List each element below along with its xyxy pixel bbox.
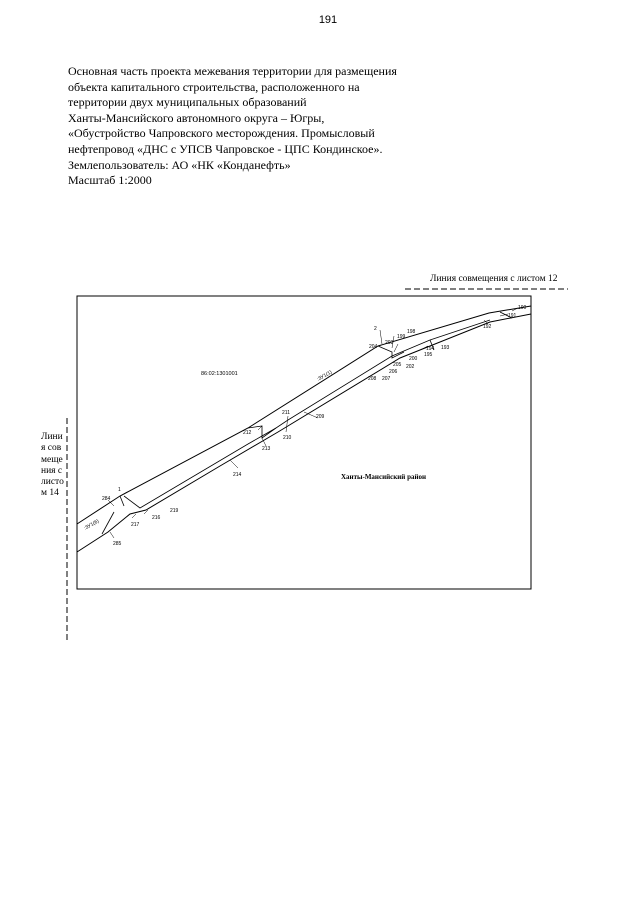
parcel-cut-284 <box>102 512 114 534</box>
scale-line: Масштаб 1:2000 <box>68 173 152 188</box>
point-label: 200 <box>409 356 418 362</box>
title-line: нефтепровод «ДНС с УПСВ Чапровское - ЦПС Кондинское». <box>68 141 383 156</box>
title-line: территории двух муниципальных образований <box>68 95 307 110</box>
point-label: 204 <box>369 344 378 350</box>
corridor-boundary-upper <box>77 306 531 524</box>
point-label: 190 <box>518 305 527 311</box>
map-frame <box>77 296 531 589</box>
parcel-cut-1 <box>120 496 124 506</box>
parcel-label-main: :ЗУ1(1) <box>316 369 334 383</box>
point-label: 194 <box>426 346 435 352</box>
point-label: 217 <box>131 522 140 528</box>
point-label: 205 <box>393 362 402 368</box>
point-label: 193 <box>441 345 450 351</box>
point-label: 191 <box>508 313 517 319</box>
point-label: 285 <box>113 541 122 547</box>
title-line: «Обустройство Чапровского месторождения. Промысловый <box>68 126 375 141</box>
point-label: 192 <box>483 324 492 330</box>
page-number: 191 <box>318 14 338 26</box>
title-line: Землепользователь: АО «НК «Конданефть» <box>68 157 291 172</box>
point-label: 202 <box>406 364 415 370</box>
title-line: объекта капитального строительства, расположенного на <box>68 79 360 94</box>
point-label: 198 <box>407 329 416 335</box>
point-label: 284 <box>102 496 111 502</box>
merge-line-left-label: Линия совмещения с листом 14 <box>41 432 64 499</box>
merge-line-top-label: Линия совмещения с листом 12 <box>430 274 558 284</box>
point-label: 210 <box>283 435 292 441</box>
cadastral-number: 86:02:1301001 <box>201 371 238 377</box>
point-label: 2 <box>374 326 377 332</box>
point-label: 207 <box>382 376 391 382</box>
title-line: Основная часть проекта межевания территории для размещения <box>68 64 397 78</box>
leader-lines <box>108 308 518 538</box>
point-label: 208 <box>368 376 377 382</box>
point-label: 219 <box>170 508 179 514</box>
point-label: 211 <box>282 410 290 416</box>
parcel-label-left: :ЗУ1(6) <box>83 518 101 532</box>
point-label: 195 <box>424 352 433 358</box>
point-label: 203 <box>385 340 394 346</box>
point-label: 1 <box>118 487 121 493</box>
point-label: 216 <box>152 515 161 521</box>
district-label: Ханты-Мансийский район <box>341 473 427 481</box>
point-label: 206 <box>389 369 398 375</box>
point-label: 213 <box>262 446 271 452</box>
point-label: 212 <box>243 430 252 436</box>
point-label: 209 <box>316 414 325 420</box>
point-label: 199 <box>397 334 406 340</box>
point-label: 214 <box>233 472 242 478</box>
corridor-boundary-lower <box>77 314 531 552</box>
title-line: Ханты-Мансийского автономного округа – Югры, <box>68 110 325 125</box>
